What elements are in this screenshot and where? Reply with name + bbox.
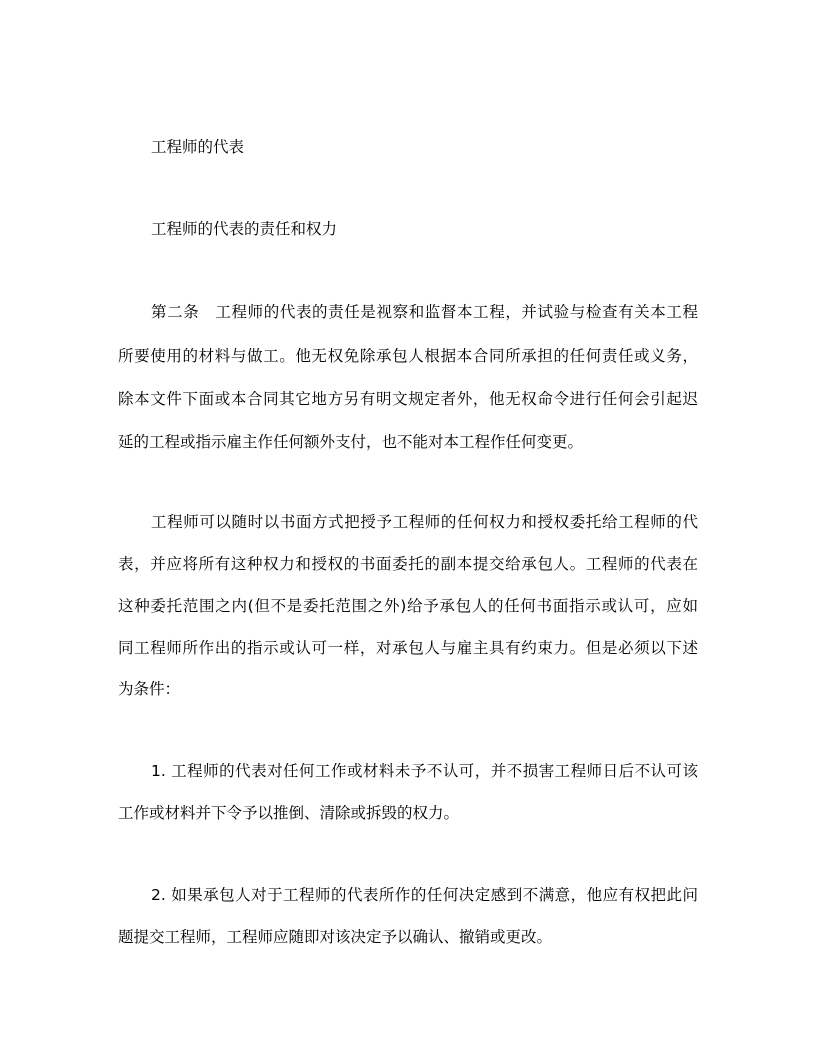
paragraph-line: 延的工程或指示雇主作任何额外支付，也不能对本工程作任何变更。 — [118, 433, 584, 451]
list-item-line: 2. 如果承包人对于工程师的代表所作的任何决定感到不满意，他应有权把此问 — [151, 886, 698, 904]
paragraph-line: 为条件： — [118, 680, 181, 698]
heading-responsibilities-and-powers: 工程师的代表的责任和权力 — [151, 220, 338, 238]
paragraph-line: 第二条 工程师的代表的责任是视察和监督本工程，并试验与检查有关本工程 — [151, 303, 698, 321]
paragraph-line: 这种委托范围之内(但不是委托范围之外)给予承包人的任何书面指示或认可，应如 — [118, 597, 698, 615]
list-item-line: 题提交工程师，工程师应随即对该决定予以确认、撤销或更改。 — [118, 928, 553, 946]
heading-engineer-representative: 工程师的代表 — [151, 138, 245, 156]
paragraph-line: 同工程师所作出的指示或认可一样，对承包人与雇主具有约束力。但是必须以下述 — [118, 639, 698, 657]
paragraph-line: 所要使用的材料与做工。他无权免除承包人根据本合同所承担的任何责任或义务， — [118, 347, 698, 365]
paragraph-line: 工程师可以随时以书面方式把授予工程师的任何权力和授权委托给工程师的代 — [151, 513, 698, 531]
paragraph-line: 表，并应将所有这种权力和授权的书面委托的副本提交给承包人。工程师的代表在 — [118, 555, 698, 573]
list-item-line: 1. 工程师的代表对任何工作或材料未予不认可，并不损害工程师日后不认可该 — [151, 762, 698, 780]
list-item-line: 工作或材料并下令予以推倒、清除或拆毁的权力。 — [118, 804, 460, 822]
paragraph-line: 除本文件下面或本合同其它地方另有明文规定者外，他无权命令进行任何会引起迟 — [118, 390, 698, 408]
